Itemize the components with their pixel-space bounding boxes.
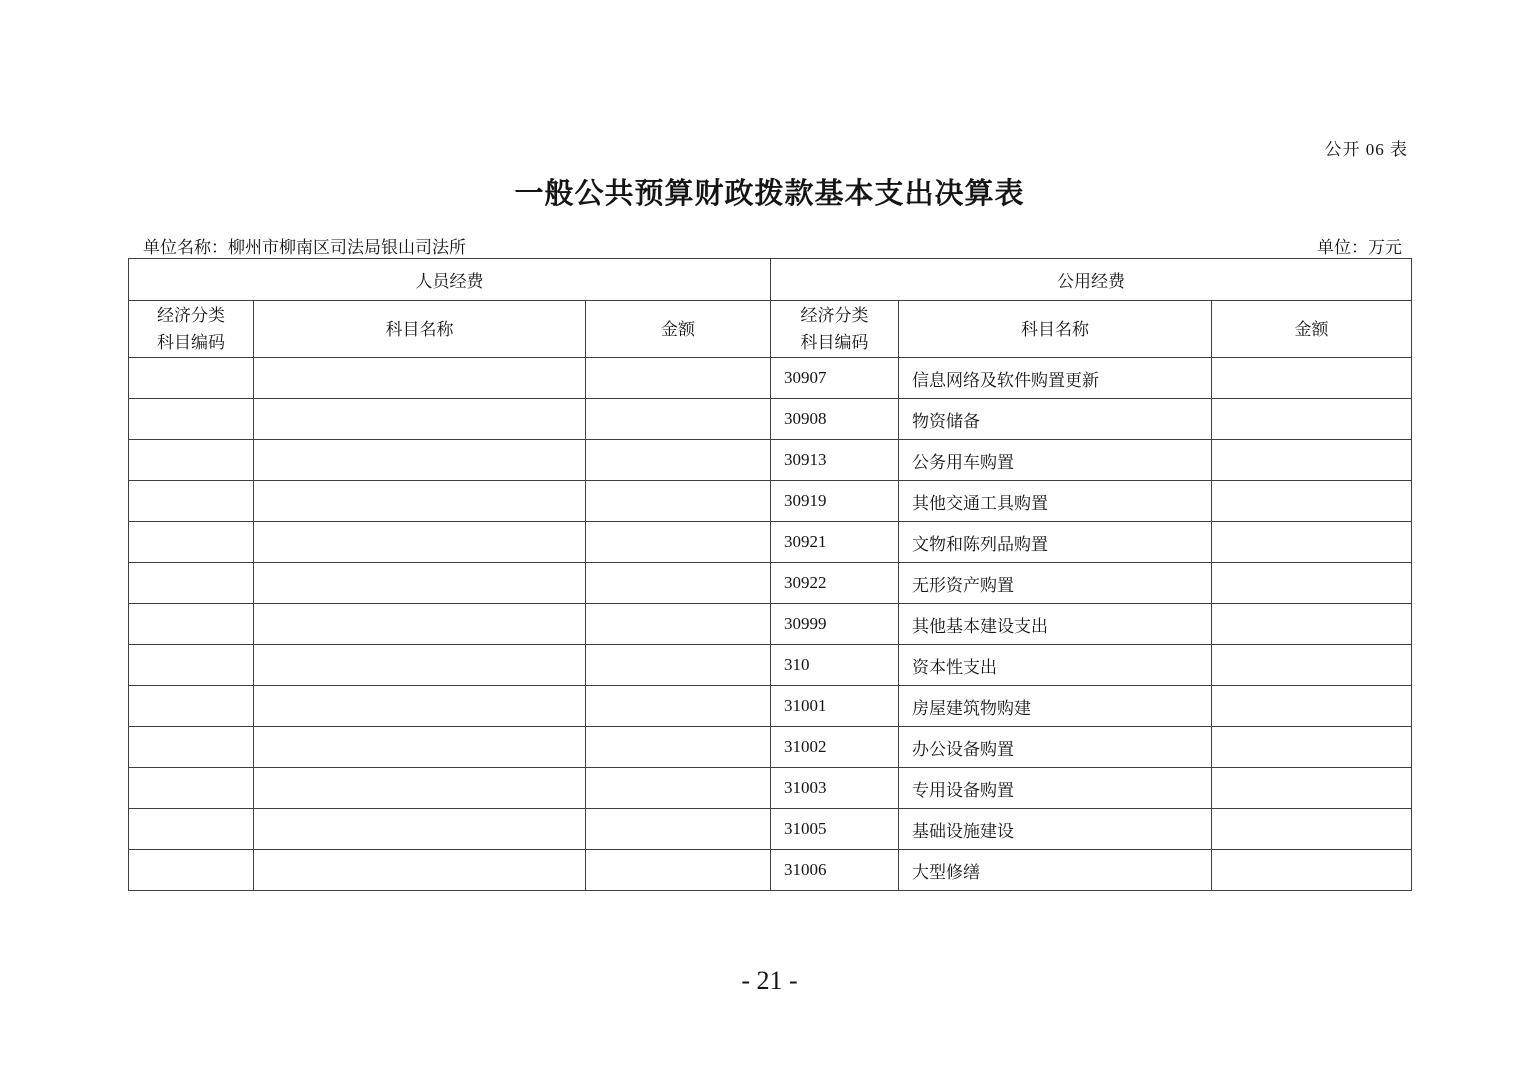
col-header-code-line2: 科目编码: [800, 333, 869, 352]
left-code-cell: [129, 604, 254, 645]
right-name-cell: 公务用车购置: [899, 440, 1212, 481]
right-amount-cell: [1212, 481, 1412, 522]
left-name-cell: [254, 522, 586, 563]
left-name-cell: [254, 440, 586, 481]
right-name-cell: 物资储备: [899, 399, 1212, 440]
left-amount-cell: [586, 563, 771, 604]
right-code-cell: 310: [771, 645, 899, 686]
section-header-personnel-funds: 人员经费: [129, 259, 771, 301]
right-code-cell: 30999: [771, 604, 899, 645]
right-amount-cell: [1212, 850, 1412, 891]
left-code-cell: [129, 686, 254, 727]
left-amount-cell: [586, 604, 771, 645]
table-row: [129, 645, 1412, 686]
unit-of-measure-label: 单位：万元: [1317, 238, 1402, 257]
right-name-cell: 其他基本建设支出: [899, 604, 1212, 645]
right-code-cell: 31006: [771, 850, 899, 891]
right-amount-cell: [1212, 358, 1412, 399]
left-name-cell: [254, 768, 586, 809]
right-code-cell: 30922: [771, 563, 899, 604]
table-row: [129, 358, 1412, 399]
right-name-cell: 专用设备购置: [899, 768, 1212, 809]
right-code-cell: 30908: [771, 399, 899, 440]
table-row: [129, 850, 1412, 891]
right-name-cell: 大型修缮: [899, 850, 1212, 891]
left-amount-cell: [586, 440, 771, 481]
budget-table: [128, 258, 1412, 891]
col-header-code-line1: 经济分类: [800, 306, 869, 325]
left-code-cell: [129, 481, 254, 522]
left-amount-cell: [586, 358, 771, 399]
table-row: [129, 768, 1412, 809]
left-amount-cell: [586, 399, 771, 440]
right-amount-cell: [1212, 727, 1412, 768]
form-number-label: 公开 06 表: [1324, 140, 1408, 159]
right-code-cell: 30913: [771, 440, 899, 481]
left-amount-cell: [586, 809, 771, 850]
right-name-cell: 信息网络及软件购置更新: [899, 358, 1212, 399]
left-amount-cell: [586, 727, 771, 768]
table-row: [129, 686, 1412, 727]
left-name-cell: [254, 604, 586, 645]
left-name-cell: [254, 686, 586, 727]
left-amount-cell: [586, 522, 771, 563]
right-amount-cell: [1212, 645, 1412, 686]
table-row: [129, 727, 1412, 768]
left-code-cell: [129, 522, 254, 563]
right-amount-cell: [1212, 563, 1412, 604]
page-number: - 21 -: [741, 966, 798, 995]
right-name-cell: 办公设备购置: [899, 727, 1212, 768]
col-header-code-line1: 经济分类: [157, 306, 225, 325]
right-amount-cell: [1212, 686, 1412, 727]
page-title: 一般公共预算财政拨款基本支出决算表: [514, 178, 1025, 210]
section-header-row: [129, 259, 1412, 301]
col-header-left-amount: 金额: [586, 301, 771, 358]
right-amount-cell: [1212, 440, 1412, 481]
left-name-cell: [254, 727, 586, 768]
left-amount-cell: [586, 686, 771, 727]
left-code-cell: [129, 809, 254, 850]
left-name-cell: [254, 481, 586, 522]
left-amount-cell: [586, 850, 771, 891]
right-amount-cell: [1212, 399, 1412, 440]
left-code-cell: [129, 727, 254, 768]
left-code-cell: [129, 358, 254, 399]
left-name-cell: [254, 563, 586, 604]
section-header-public-funds: 公用经费: [771, 259, 1412, 301]
right-code-cell: 31003: [771, 768, 899, 809]
right-name-cell: 房屋建筑物购建: [899, 686, 1212, 727]
left-name-cell: [254, 645, 586, 686]
col-header-left-name: 科目名称: [254, 301, 586, 358]
left-code-cell: [129, 645, 254, 686]
table-row: [129, 440, 1412, 481]
col-header-right-name: 科目名称: [899, 301, 1212, 358]
right-amount-cell: [1212, 604, 1412, 645]
left-amount-cell: [586, 481, 771, 522]
right-name-cell: 无形资产购置: [899, 563, 1212, 604]
left-code-cell: [129, 850, 254, 891]
right-amount-cell: [1212, 522, 1412, 563]
left-code-cell: [129, 399, 254, 440]
left-name-cell: [254, 809, 586, 850]
col-header-code-line2: 科目编码: [157, 333, 225, 352]
right-code-cell: 31002: [771, 727, 899, 768]
right-code-cell: 30921: [771, 522, 899, 563]
right-code-cell: 30907: [771, 358, 899, 399]
right-name-cell: 其他交通工具购置: [899, 481, 1212, 522]
meta-row: [128, 233, 1411, 258]
column-header-row: [129, 301, 1412, 358]
left-name-cell: [254, 358, 586, 399]
left-name-cell: [254, 850, 586, 891]
col-header-right-code: [771, 301, 899, 358]
left-code-cell: [129, 440, 254, 481]
left-name-cell: [254, 399, 586, 440]
left-amount-cell: [586, 768, 771, 809]
right-amount-cell: [1212, 768, 1412, 809]
unit-name-label: 单位名称：柳州市柳南区司法局银山司法所: [143, 238, 466, 257]
table-row: [129, 481, 1412, 522]
right-code-cell: 31001: [771, 686, 899, 727]
table-row: [129, 399, 1412, 440]
left-code-cell: [129, 563, 254, 604]
table-row: [129, 604, 1412, 645]
right-name-cell: 文物和陈列品购置: [899, 522, 1212, 563]
left-code-cell: [129, 768, 254, 809]
table-row: [129, 563, 1412, 604]
col-header-left-code: [129, 301, 254, 358]
right-code-cell: 31005: [771, 809, 899, 850]
right-code-cell: 30919: [771, 481, 899, 522]
table-row: [129, 809, 1412, 850]
table-row: [129, 522, 1412, 563]
right-amount-cell: [1212, 809, 1412, 850]
col-header-right-amount: 金额: [1212, 301, 1412, 358]
left-amount-cell: [586, 645, 771, 686]
right-name-cell: 资本性支出: [899, 645, 1212, 686]
right-name-cell: 基础设施建设: [899, 809, 1212, 850]
